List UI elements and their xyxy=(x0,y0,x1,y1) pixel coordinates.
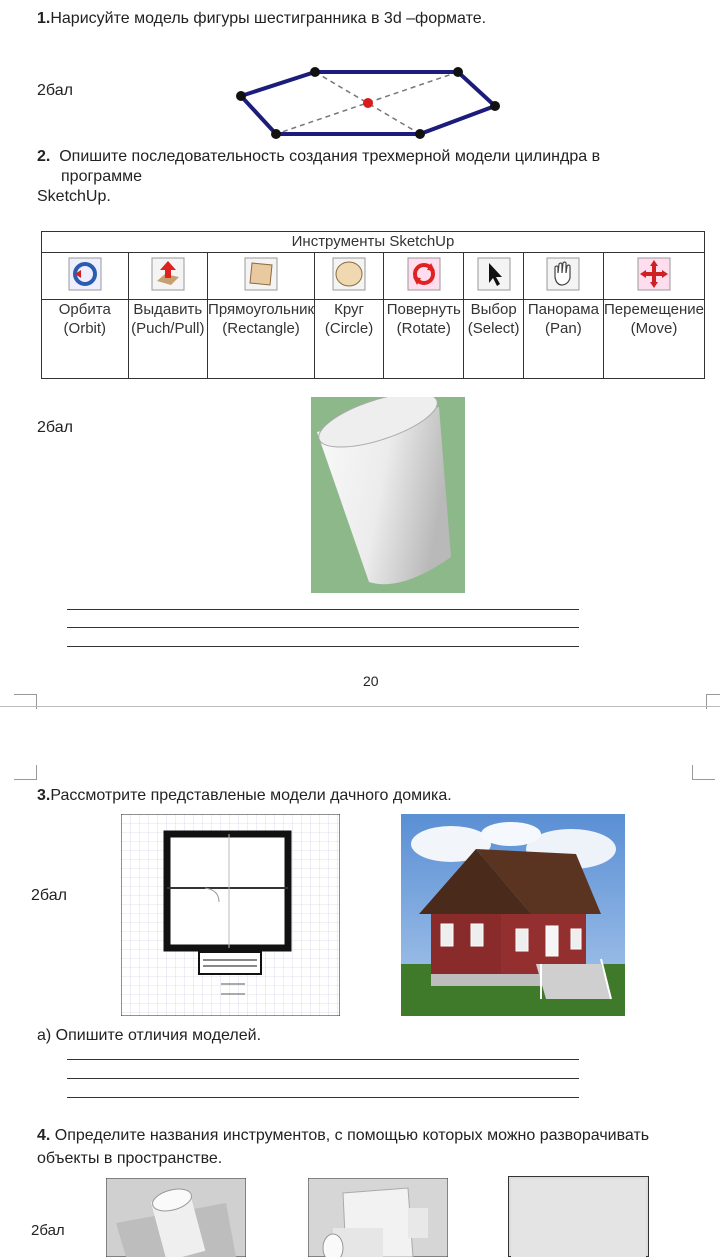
tool-name-select: Выбор (Select) xyxy=(464,300,523,379)
circle-icon xyxy=(332,257,366,291)
floor-plan-image xyxy=(121,814,340,1016)
question-4-score: 2бал xyxy=(31,1222,65,1239)
house-3d-image xyxy=(401,814,625,1016)
answer-line xyxy=(67,1059,579,1060)
question-2-number: 2. xyxy=(37,148,51,165)
answer-line xyxy=(67,609,579,610)
orbit-icon xyxy=(68,257,102,291)
question-4 xyxy=(37,1124,717,1170)
answer-line xyxy=(67,627,579,628)
question-2-text-line1: Опишите последовательность создания трехмерной модели цилиндра в xyxy=(59,148,601,165)
answer-line xyxy=(67,1078,579,1079)
question-3-sub-a: а) Опишите отличия моделей. xyxy=(37,1027,262,1044)
pan-hand-icon xyxy=(546,257,580,291)
cylinder-image xyxy=(311,397,465,593)
tool-cell-rotate xyxy=(384,253,464,300)
push-pull-icon xyxy=(151,257,185,291)
question-2 xyxy=(37,147,707,207)
tool-name-rectangle: Прямоугольник (Rectangle) xyxy=(208,300,315,379)
tool-name-circle: Круг (Circle) xyxy=(315,300,384,379)
tool-name-move: Перемещение (Move) xyxy=(604,300,705,379)
rotation-example-image-2 xyxy=(308,1178,448,1257)
move-icon xyxy=(637,257,671,291)
tool-cell-move xyxy=(604,253,705,300)
page-number: 20 xyxy=(363,673,379,689)
question-3-number: 3. xyxy=(37,787,51,804)
tools-table-header: Инструменты SketchUp xyxy=(42,232,705,253)
tool-name-push-pull: Выдавить (Puch/Pull) xyxy=(128,300,207,379)
question-2-score: 2бал xyxy=(37,419,73,436)
tools-table xyxy=(41,231,705,379)
rectangle-icon xyxy=(244,257,278,291)
question-2-text-line3: SketchUp. xyxy=(37,188,111,205)
tool-cell-rectangle xyxy=(208,253,315,300)
hexagon-center-dot xyxy=(363,98,373,108)
answer-line xyxy=(67,646,579,647)
tool-name-rotate: Повернуть (Rotate) xyxy=(384,300,464,379)
page-divider xyxy=(0,706,720,707)
question-3 xyxy=(37,786,452,806)
question-4-number: 4. xyxy=(37,1127,51,1144)
question-1-score: 2бал xyxy=(37,82,73,99)
tool-cell-select xyxy=(464,253,523,300)
question-3-score: 2бал xyxy=(31,887,67,904)
rotate-icon xyxy=(407,257,441,291)
question-4-text-line2: объекты в пространстве. xyxy=(37,1150,223,1167)
tool-cell-push-pull xyxy=(128,253,207,300)
question-1-text: Нарисуйте модель фигуры шестигранника в 3d –формате. xyxy=(50,10,487,27)
question-1-number: 1. xyxy=(37,10,51,27)
tool-name-pan: Панорама (Pan) xyxy=(523,300,603,379)
answer-line xyxy=(67,1097,579,1098)
question-1 xyxy=(37,9,486,29)
question-2-text-line2: программе xyxy=(61,168,142,185)
tool-cell-circle xyxy=(315,253,384,300)
question-3-text: Рассмотрите представленые модели дачного домика. xyxy=(50,787,452,804)
tool-cell-orbit xyxy=(42,253,129,300)
page-corner-mark xyxy=(692,765,715,780)
rotation-example-image-3 xyxy=(508,1176,649,1257)
rotation-example-image-1 xyxy=(106,1178,246,1257)
page-corner-mark xyxy=(14,765,37,780)
tool-cell-pan xyxy=(523,253,603,300)
question-4-text-line1: Определите названия инструментов, с помощью которых можно разворачивать xyxy=(54,1127,650,1144)
tool-name-orbit: Орбита (Orbit) xyxy=(42,300,129,379)
select-arrow-icon xyxy=(477,257,511,291)
hexagon-figure xyxy=(230,60,510,145)
